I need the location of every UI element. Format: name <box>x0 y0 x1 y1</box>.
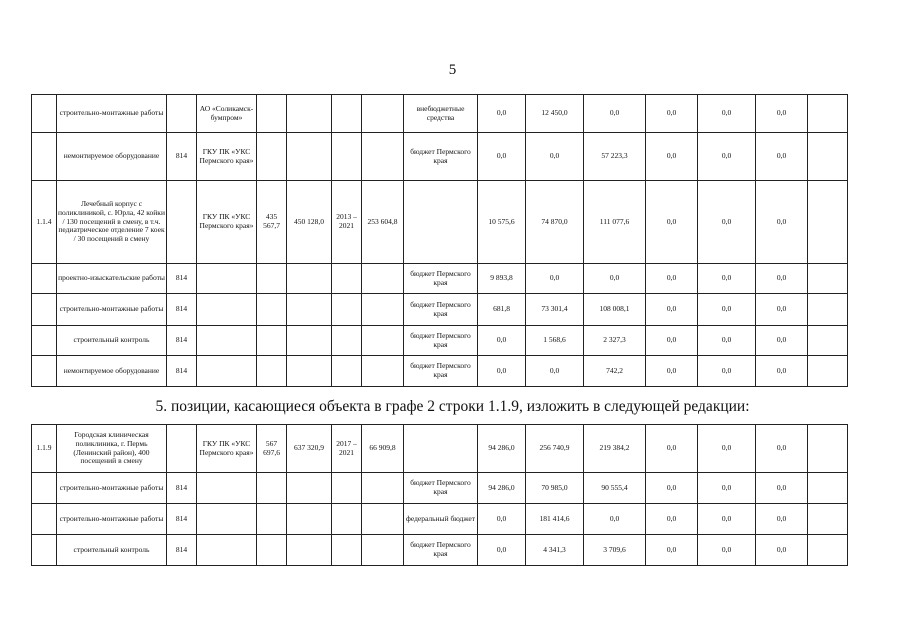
capacity-cell <box>257 95 287 133</box>
code-cell <box>167 181 197 264</box>
value-cell: 0,0 <box>646 264 698 294</box>
value-cell <box>808 535 848 566</box>
row-number-cell <box>32 535 57 566</box>
customer-cell <box>197 264 257 294</box>
value-cell: 73 301,4 <box>526 294 584 326</box>
capacity-cell <box>257 294 287 326</box>
value-cell: 0,0 <box>584 264 646 294</box>
value-cell <box>808 264 848 294</box>
code-cell: 814 <box>167 133 197 181</box>
value-cell: 219 384,2 <box>584 425 646 473</box>
customer-cell <box>197 535 257 566</box>
spent-cell <box>362 356 404 387</box>
capacity-cell: 567 697,6 <box>257 425 287 473</box>
row-number-cell <box>32 326 57 356</box>
value-cell: 742,2 <box>584 356 646 387</box>
years-cell <box>332 504 362 535</box>
value-cell: 0,0 <box>698 181 756 264</box>
spent-cell <box>362 264 404 294</box>
table-row <box>32 356 848 387</box>
object-name-cell: строительный контроль <box>57 535 167 566</box>
value-cell <box>808 95 848 133</box>
value-cell: 0,0 <box>646 425 698 473</box>
years-cell <box>332 535 362 566</box>
value-cell: 0,0 <box>698 473 756 504</box>
value-cell: 0,0 <box>584 95 646 133</box>
table-row <box>32 326 848 356</box>
code-cell <box>167 425 197 473</box>
years-cell: 2017 – 2021 <box>332 425 362 473</box>
value-cell: 0,0 <box>478 326 526 356</box>
value-cell: 0,0 <box>756 264 808 294</box>
table-row <box>32 181 848 264</box>
funding-source-cell: бюджет Пермского края <box>404 356 478 387</box>
value-cell: 12 450,0 <box>526 95 584 133</box>
years-cell <box>332 473 362 504</box>
value-cell: 4 341,3 <box>526 535 584 566</box>
customer-cell: ГКУ ПК «УКС Пермского края» <box>197 425 257 473</box>
value-cell: 0,0 <box>756 356 808 387</box>
value-cell: 0,0 <box>646 294 698 326</box>
customer-cell: АО «Соликамск-бумпром» <box>197 95 257 133</box>
row-number-cell <box>32 95 57 133</box>
code-cell: 814 <box>167 264 197 294</box>
value-cell: 0,0 <box>526 264 584 294</box>
value-cell: 0,0 <box>526 356 584 387</box>
value-cell: 0,0 <box>478 95 526 133</box>
years-cell <box>332 133 362 181</box>
value-cell: 181 414,6 <box>526 504 584 535</box>
value-cell: 74 870,0 <box>526 181 584 264</box>
capacity-cell <box>257 264 287 294</box>
years-cell <box>332 294 362 326</box>
funding-source-cell: федеральный бюджет <box>404 504 478 535</box>
table-row <box>32 264 848 294</box>
value-cell: 0,0 <box>646 326 698 356</box>
spent-cell <box>362 473 404 504</box>
spent-cell <box>362 133 404 181</box>
estimated-cost-cell <box>287 326 332 356</box>
value-cell: 108 008,1 <box>584 294 646 326</box>
page-number: 5 <box>448 62 457 78</box>
table-row <box>32 504 848 535</box>
value-cell: 0,0 <box>698 504 756 535</box>
funding-source-cell: бюджет Пермского края <box>404 535 478 566</box>
funding-source-cell: бюджет Пермского края <box>404 133 478 181</box>
capacity-cell <box>257 504 287 535</box>
value-cell: 256 740,9 <box>526 425 584 473</box>
value-cell <box>808 356 848 387</box>
years-cell <box>332 264 362 294</box>
years-cell <box>332 326 362 356</box>
value-cell: 0,0 <box>756 294 808 326</box>
value-cell: 0,0 <box>756 95 808 133</box>
funding-table-1 <box>31 94 848 387</box>
value-cell: 0,0 <box>698 425 756 473</box>
capacity-cell <box>257 133 287 181</box>
row-number-cell: 1.1.4 <box>32 181 57 264</box>
code-cell: 814 <box>167 473 197 504</box>
value-cell: 0,0 <box>646 95 698 133</box>
value-cell: 0,0 <box>646 504 698 535</box>
object-name-cell: немонтируемое оборудование <box>57 133 167 181</box>
code-cell <box>167 95 197 133</box>
years-cell <box>332 356 362 387</box>
object-name-cell: строительно-монтажные работы <box>57 294 167 326</box>
code-cell: 814 <box>167 356 197 387</box>
object-name-cell: проектно-изыскательские работы <box>57 264 167 294</box>
value-cell <box>808 425 848 473</box>
spent-cell: 253 604,8 <box>362 181 404 264</box>
value-cell: 0,0 <box>698 294 756 326</box>
spent-cell <box>362 326 404 356</box>
value-cell: 681,8 <box>478 294 526 326</box>
value-cell <box>808 181 848 264</box>
estimated-cost-cell <box>287 264 332 294</box>
estimated-cost-cell <box>287 473 332 504</box>
funding-source-cell: бюджет Пермского края <box>404 294 478 326</box>
customer-cell <box>197 294 257 326</box>
value-cell: 0,0 <box>698 356 756 387</box>
value-cell <box>808 294 848 326</box>
funding-source-cell <box>404 181 478 264</box>
value-cell: 57 223,3 <box>584 133 646 181</box>
value-cell: 9 893,8 <box>478 264 526 294</box>
capacity-cell <box>257 535 287 566</box>
row-number-cell <box>32 133 57 181</box>
estimated-cost-cell: 450 128,0 <box>287 181 332 264</box>
value-cell: 90 555,4 <box>584 473 646 504</box>
value-cell: 0,0 <box>698 326 756 356</box>
estimated-cost-cell <box>287 356 332 387</box>
table-row <box>32 535 848 566</box>
estimated-cost-cell <box>287 95 332 133</box>
customer-cell <box>197 356 257 387</box>
row-number-cell <box>32 504 57 535</box>
value-cell: 3 709,6 <box>584 535 646 566</box>
funding-table-2 <box>31 424 848 566</box>
capacity-cell <box>257 473 287 504</box>
customer-cell <box>197 473 257 504</box>
estimated-cost-cell <box>287 535 332 566</box>
customer-cell <box>197 504 257 535</box>
spent-cell <box>362 504 404 535</box>
value-cell: 0,0 <box>756 133 808 181</box>
value-cell: 0,0 <box>478 133 526 181</box>
value-cell: 0,0 <box>584 504 646 535</box>
object-name-cell: Городская клиническая поликлиника, г. Пермь (Ленинский район), 400 посещений в смену <box>57 425 167 473</box>
value-cell <box>808 326 848 356</box>
capacity-cell: 435 567,7 <box>257 181 287 264</box>
estimated-cost-cell <box>287 133 332 181</box>
value-cell: 0,0 <box>646 133 698 181</box>
value-cell: 0,0 <box>646 535 698 566</box>
value-cell: 111 077,6 <box>584 181 646 264</box>
spent-cell <box>362 294 404 326</box>
code-cell: 814 <box>167 326 197 356</box>
value-cell: 0,0 <box>478 504 526 535</box>
row-number-cell <box>32 356 57 387</box>
value-cell: 0,0 <box>698 133 756 181</box>
value-cell: 0,0 <box>478 535 526 566</box>
spent-cell <box>362 95 404 133</box>
spent-cell <box>362 535 404 566</box>
value-cell: 0,0 <box>756 473 808 504</box>
value-cell: 0,0 <box>698 95 756 133</box>
object-name-cell: строительно-монтажные работы <box>57 95 167 133</box>
object-name-cell: строительно-монтажные работы <box>57 504 167 535</box>
capacity-cell <box>257 326 287 356</box>
value-cell: 0,0 <box>646 356 698 387</box>
value-cell: 0,0 <box>756 326 808 356</box>
value-cell: 1 568,6 <box>526 326 584 356</box>
value-cell: 0,0 <box>526 133 584 181</box>
object-name-cell: строительно-монтажные работы <box>57 473 167 504</box>
value-cell: 0,0 <box>756 425 808 473</box>
years-cell <box>332 95 362 133</box>
table-row <box>32 95 848 133</box>
table-row <box>32 133 848 181</box>
value-cell: 0,0 <box>698 535 756 566</box>
object-name-cell: немонтируемое оборудование <box>57 356 167 387</box>
value-cell: 0,0 <box>756 535 808 566</box>
estimated-cost-cell <box>287 294 332 326</box>
row-number-cell: 1.1.9 <box>32 425 57 473</box>
value-cell <box>808 133 848 181</box>
customer-cell <box>197 326 257 356</box>
funding-source-cell: внебюджетные средства <box>404 95 478 133</box>
row-number-cell <box>32 294 57 326</box>
object-name-cell: Лечебный корпус с поликлиникой, с. Юрла, 42 койки / 130 посещений в смену, в т.ч. педиатрическое отделение 7 коек / 30 посещений в смену <box>57 181 167 264</box>
value-cell: 0,0 <box>756 181 808 264</box>
funding-source-cell: бюджет Пермского края <box>404 473 478 504</box>
row-number-cell <box>32 473 57 504</box>
value-cell <box>808 504 848 535</box>
funding-source-cell: бюджет Пермского края <box>404 326 478 356</box>
capacity-cell <box>257 356 287 387</box>
table-row <box>32 473 848 504</box>
value-cell: 0,0 <box>698 264 756 294</box>
table-row <box>32 425 848 473</box>
code-cell: 814 <box>167 294 197 326</box>
estimated-cost-cell: 637 320,9 <box>287 425 332 473</box>
value-cell: 10 575,6 <box>478 181 526 264</box>
value-cell: 70 985,0 <box>526 473 584 504</box>
row-number-cell <box>32 264 57 294</box>
code-cell: 814 <box>167 535 197 566</box>
value-cell: 0,0 <box>756 504 808 535</box>
funding-source-cell <box>404 425 478 473</box>
value-cell: 0,0 <box>646 181 698 264</box>
value-cell: 2 327,3 <box>584 326 646 356</box>
value-cell: 0,0 <box>478 356 526 387</box>
spent-cell: 66 909,8 <box>362 425 404 473</box>
value-cell: 94 286,0 <box>478 425 526 473</box>
years-cell: 2013 – 2021 <box>332 181 362 264</box>
section-heading: 5. позиции, касающиеся объекта в графе 2 строки 1.1.9, изложить в следующей редакции: <box>155 398 750 415</box>
value-cell: 0,0 <box>646 473 698 504</box>
value-cell: 94 286,0 <box>478 473 526 504</box>
object-name-cell: строительный контроль <box>57 326 167 356</box>
code-cell: 814 <box>167 504 197 535</box>
value-cell <box>808 473 848 504</box>
table-row <box>32 294 848 326</box>
customer-cell: ГКУ ПК «УКС Пермского края» <box>197 181 257 264</box>
funding-source-cell: бюджет Пермского края <box>404 264 478 294</box>
customer-cell: ГКУ ПК «УКС Пермского края» <box>197 133 257 181</box>
estimated-cost-cell <box>287 504 332 535</box>
